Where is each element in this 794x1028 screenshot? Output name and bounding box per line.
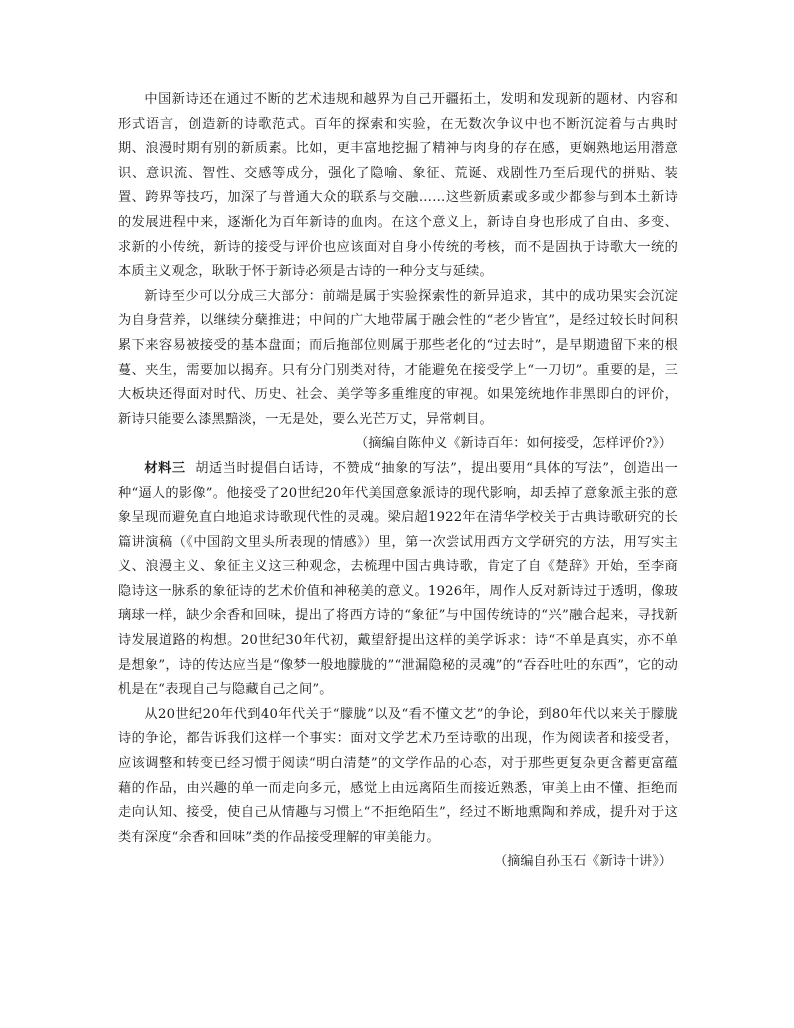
material-label: 材料三 [144, 460, 186, 476]
document-page [118, 88, 678, 875]
material-three-text: 胡适当时提倡白话诗，不赞成“抽象的写法”，提出要用“具体的写法”，创造出一种“逼人的影像”。他接受了20世纪20年代美国意象派诗的现代影响，却丢掉了意象派主张的意象呈现而避免直白地追求诗歌现代性的灵魂。梁启超1922年在清华学校关于古典诗歌研究的长篇讲演稿（《中国韵文里头所表现的情感》）里，第一次尝试用西方文学研究的方法，用写实主义、浪漫主义、象征主义这三种观念，去梳理中国古典诗歌，肯定了自《楚辞》开始，至李商隐诗这一脉系的象征诗的艺术价值和神秘美的意义。1926年，周作人反对新诗过于透明，像玻璃球一样，缺少余香和回味，提出了将西方诗的“象征”与中国传统诗的“兴”融合起来，寻找新诗发展道路的构想。20世纪30年代初，戴望舒提出这样的美学诉求：诗“不单是真实，亦不单是想象”，诗的传达应当是“像梦一般地朦胧的”“泄漏隐秘的灵魂”的“吞吞吐吐的东西”，它的动机是在“表现自己与隐藏自己之间”。 [118, 460, 678, 698]
paragraph-three-parts: 新诗至少可以分成三大部分：前端是属于实验探索性的新异追求，其中的成功果实会沉淀为自身营养，以继续分蘖推进；中间的广大地带属于融会性的“老少皆宜”，是经过较长时间积累下来容易被接受的基本盘面；而后拖部位则属于那些老化的“过去时”，是早期遗留下来的根蔓、夹生，需要加以揭弃。只有分门别类对待，才能避免在接受学上“一刀切”。重要的是，三大板块还得面对时代、历史、社会、美学等多重维度的审视。如果笼统地作非黑即白的评价，新诗只能要么漆黑黯淡，一无是处，要么光芒万丈，异常刺目。 [118, 288, 678, 427]
source-citation-sun: （摘编自孙玉石《新诗十讲》） [493, 854, 672, 870]
source-citation-chen: （摘编自陈仲义《新诗百年：如何接受，怎样评价?》） [355, 436, 672, 452]
paragraph-material-three [118, 457, 678, 703]
paragraph-new-poetry-tradition: 中国新诗还在通过不断的艺术违规和越界为自己开疆拓土，发明和发现新的题材、内容和形式语言，创造新的诗歌范式。百年的探索和实验，在无数次争议中也不断沉淀着与古典时期、浪漫时期有别的新质素。比如，更丰富地挖掘了精神与肉身的存在感，更娴熟地运用潜意识、意识流、智性、交感等成分，强化了隐喻、象征、荒诞、戏剧性乃至后现代的拼贴、装置、跨界等技巧，加深了与普通大众的联系与交融……这些新质素或多或少都参与到本土新诗的发展进程中来，逐渐化为百年新诗的血肉。在这个意义上，新诗自身也形成了自由、多变、求新的小传统，新诗的接受与评价也应该面对自身小传统的考核，而不是固执于诗歌大一统的本质主义观念，耿耿于怀于新诗必须是古诗的一种分支与延续。 [118, 92, 678, 280]
paragraph-obscure-debate: 从20世纪20年代到40年代关于“朦胧”以及“看不懂文艺”的争论，到80年代以来关于朦胧诗的争论，都告诉我们这样一个事实：面对文学艺术乃至诗歌的出现，作为阅读者和接受者，应该调整和转变已经习惯于阅读“明白清楚”的文学作品的心态，对于那些更复杂更含蓄更富蕴藉的作品，由兴趣的单一而走向多元，感觉上由远离陌生而接近熟悉，审美上由不懂、拒绝而走向认知、接受，使自己从情趣与习惯上“不拒绝陌生”，经过不断地熏陶和养成，提升对于这类有深度“余香和回味”类的作品接受理解的审美能力。 [118, 706, 678, 845]
